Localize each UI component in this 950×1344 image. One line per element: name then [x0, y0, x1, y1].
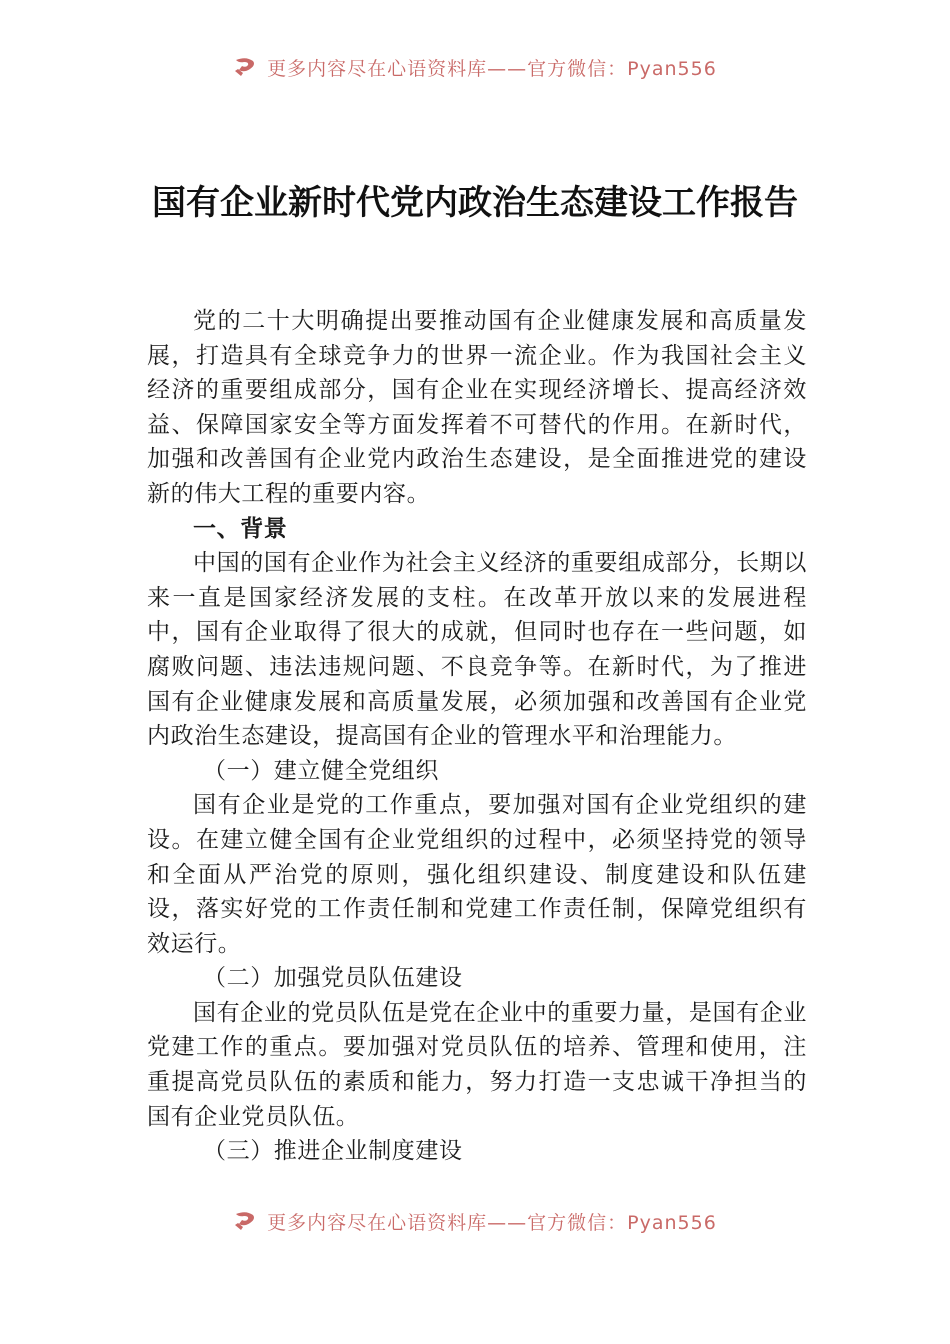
watermark-banner-top	[0, 52, 950, 82]
party-organization-paragraph: 国有企业是党的工作重点，要加强对国有企业党组织的建设。在建立健全国有企业党组织的过程中，必须坚持党的领导和全面从严治党的原则，强化组织建设、制度建设和队伍建设，落实好党的工作责任制和党建工作责任制，保障党组织有效运行。	[147, 792, 807, 957]
subsection-heading-member-team: （二）加强党员队伍建设	[203, 965, 463, 992]
watermark-text: 更多内容尽在心语资料库——官方微信：Pyan556	[267, 57, 717, 80]
watermark-text: 更多内容尽在心语资料库——官方微信：Pyan556	[267, 1211, 717, 1234]
subsection-heading-party-organization: （一）建立健全党组织	[203, 757, 439, 784]
logo-icon	[233, 56, 259, 78]
section-heading-background: 一、背景	[193, 514, 288, 542]
document-body	[147, 304, 807, 1169]
document-title: 国有企业新时代党内政治生态建设工作报告	[152, 183, 798, 223]
logo-icon	[233, 1210, 259, 1232]
member-team-paragraph: 国有企业的党员队伍是党在企业中的重要力量，是国有企业党建工作的重点。要加强对党员队伍的培养、管理和使用，注重提高党员队伍的素质和能力，努力打造一支忠诚干净担当的国有企业党员队伍。	[147, 999, 807, 1130]
background-paragraph: 中国的国有企业作为社会主义经济的重要组成部分，长期以来一直是国家经济发展的支柱。在改革开放以来的发展进程中，国有企业取得了很大的成就，但同时也存在一些问题，如腐败问题、违法违规问题、不良竞争等。在新时代，为了推进国有企业健康发展和高质量发展，必须加强和改善国有企业党内政治生态建设，提高国有企业的管理水平和治理能力。	[147, 550, 807, 750]
subsection-heading-enterprise-system: （三）推进企业制度建设	[203, 1138, 463, 1165]
watermark-banner-bottom	[0, 1206, 950, 1236]
intro-paragraph: 党的二十大明确提出要推动国有企业健康发展和高质量发展，打造具有全球竞争力的世界一流企业。作为我国社会主义经济的重要组成部分，国有企业在实现经济增长、提高经济效益、保障国家安全等方面发挥着不可替代的作用。在新时代，加强和改善国有企业党内政治生态建设，是全面推进党的建设新的伟大工程的重要内容。	[147, 308, 807, 507]
